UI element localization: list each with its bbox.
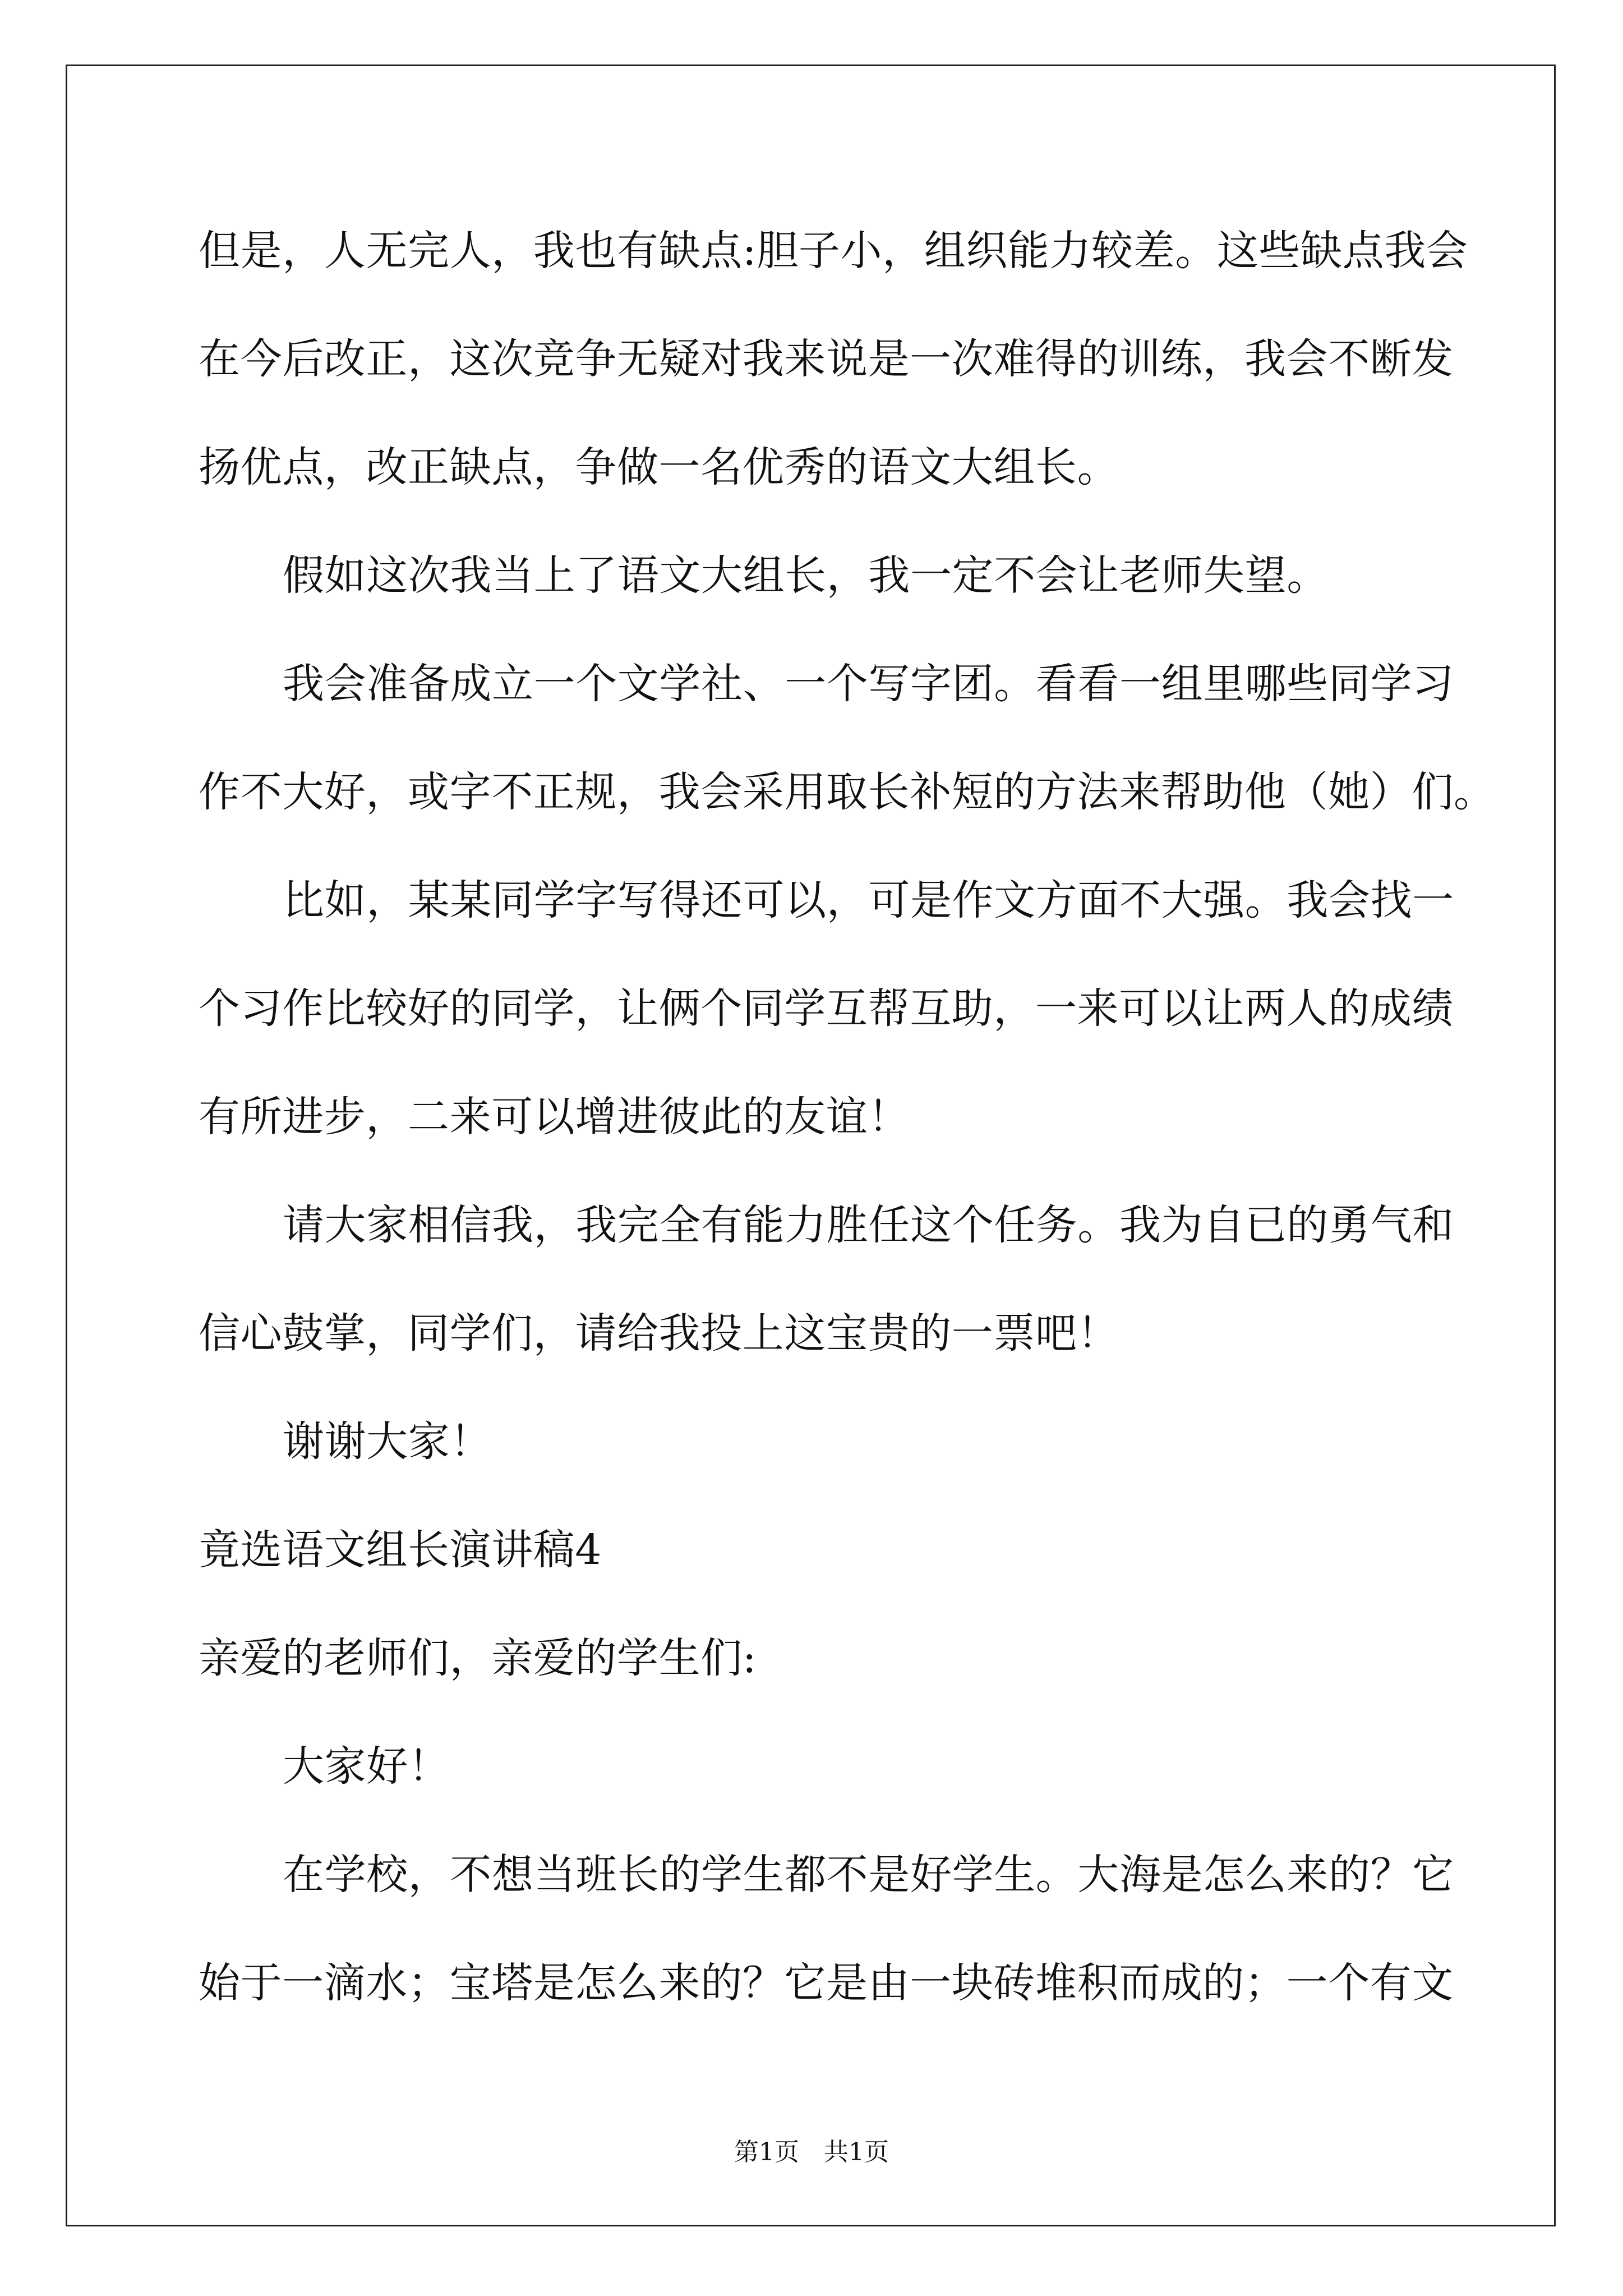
section-heading: 竟选语文组长演讲稿4	[199, 1526, 602, 1574]
text-line: 信心鼓掌，同学们，请给我投上这宝贵的一票吧！	[199, 1309, 1119, 1358]
text-line: 作不大好，或字不正规，我会采用取长补短的方法来帮助他（她）们。	[199, 768, 1496, 816]
text-line: 比如，某某同学字写得还可以，可是作文方面不大强。我会找一	[283, 876, 1454, 924]
text-line: 请大家相信我，我完全有能力胜任这个任务。我为自已的勇气和	[283, 1201, 1454, 1249]
text-line: 始于一滴水；宝塔是怎么来的？它是由一块砖堆积而成的；一个有文	[199, 1959, 1454, 2007]
text-line: 扬优点，改正缺点，争做一名优秀的语文大组长。	[199, 443, 1119, 491]
page-border	[66, 65, 1556, 2226]
greeting: 大家好！	[283, 1742, 450, 1791]
page-footer: 第1页 共1页	[734, 2138, 889, 2166]
text-line: 谢谢大家！	[283, 1418, 492, 1466]
text-line: 在学校，不想当班长的学生都不是好学生。大海是怎么来的？它	[283, 1851, 1454, 1899]
text-line: 我会准备成立一个文学社、一个写字团。看看一组里哪些同学习	[283, 660, 1454, 708]
text-line: 有所进步，二来可以增进彼此的友谊！	[199, 1093, 910, 1141]
text-line: 个习作比较好的同学，让俩个同学互帮互助，一来可以让两人的成绩	[199, 984, 1454, 1033]
text-line: 假如这次我当上了语文大组长，我一定不会让老师失望。	[283, 551, 1329, 600]
text-line: 但是，人无完人，我也有缺点:胆子小，组织能力较差。这些缺点我会	[199, 227, 1468, 275]
salutation: 亲爱的老师们，亲爱的学生们:	[199, 1634, 757, 1682]
text-line: 在今后改正，这次竞争无疑对我来说是一次难得的训练，我会不断发	[199, 335, 1454, 383]
